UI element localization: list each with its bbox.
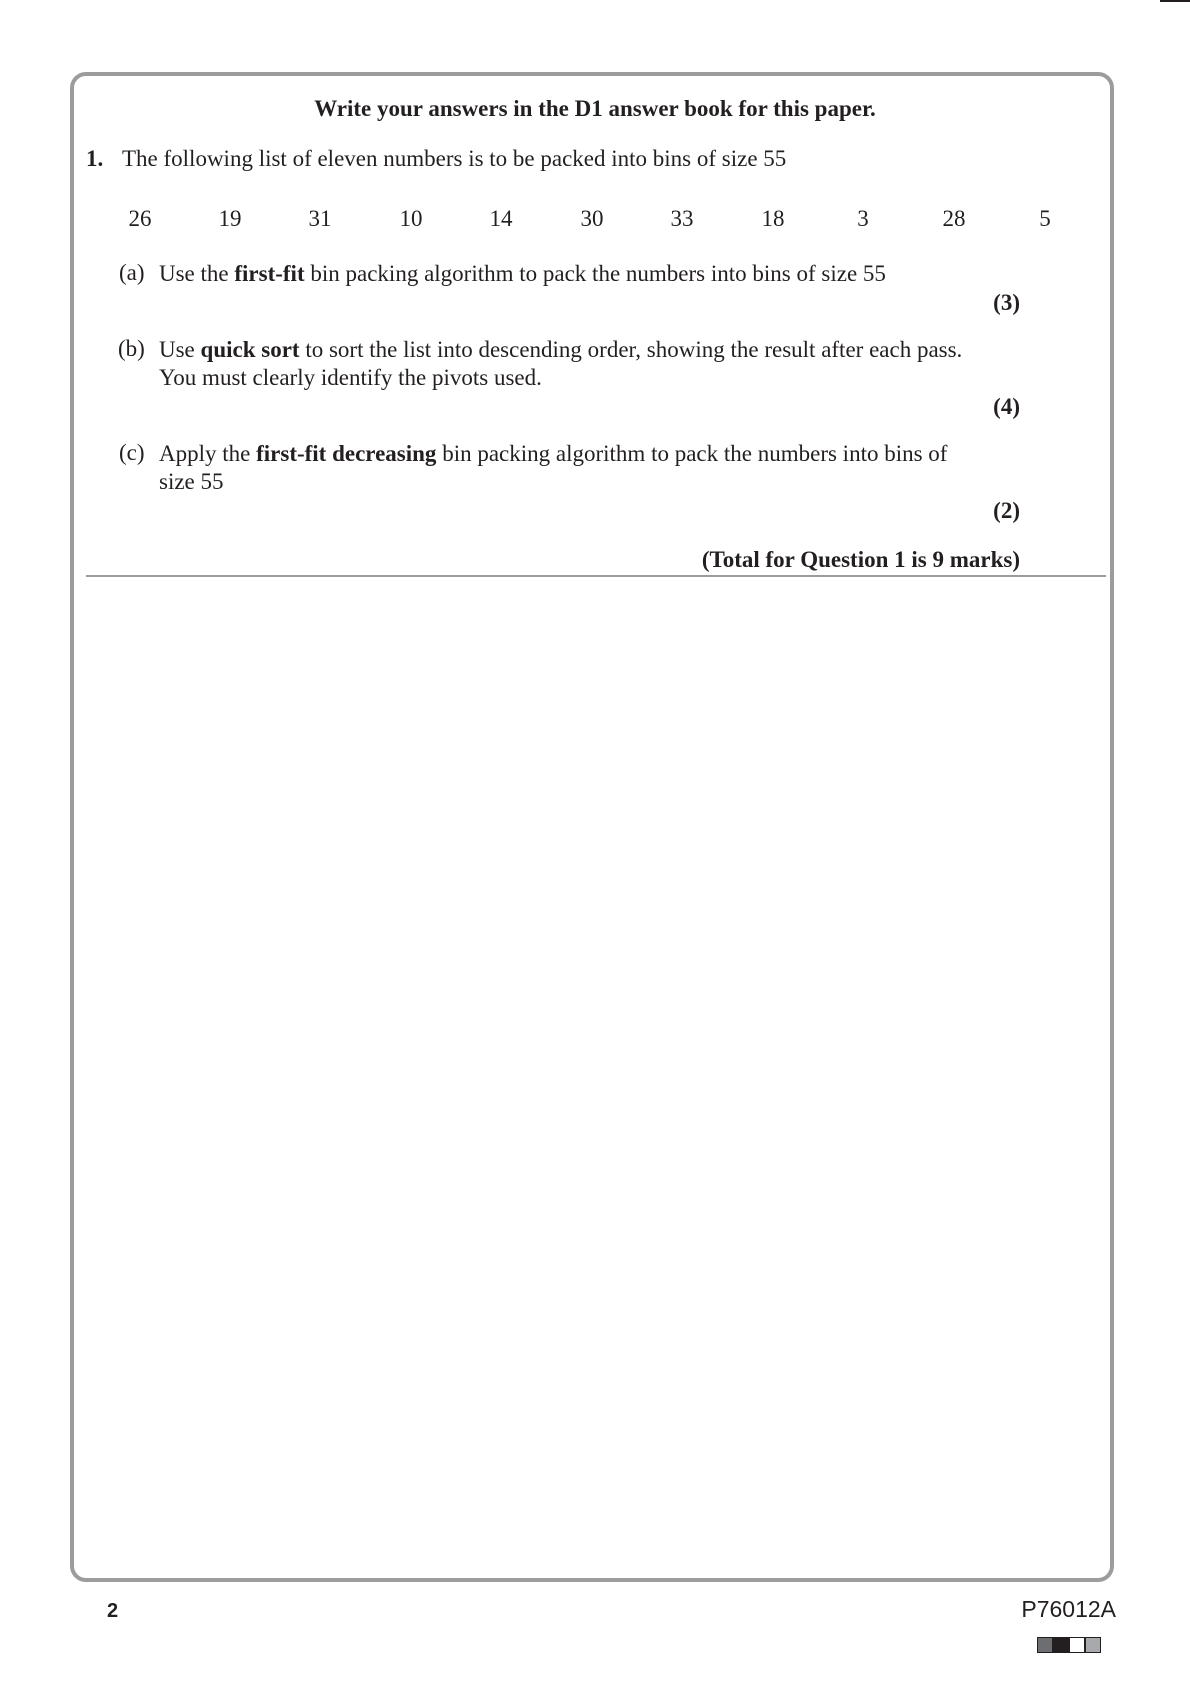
answer-book-instruction: Write your answers in the D1 answer book for this paper. xyxy=(314,96,876,121)
barcode-box xyxy=(1053,1637,1069,1653)
part-a-label: (a) xyxy=(119,260,145,285)
barcode-box xyxy=(1085,1637,1101,1653)
barcode-box xyxy=(1037,1637,1053,1653)
barcode-box xyxy=(1069,1637,1085,1653)
list-number: 31 xyxy=(308,206,332,231)
list-number: 30 xyxy=(580,206,604,231)
list-number: 18 xyxy=(761,206,785,231)
part-b-text: Use quick sort to sort the list into descending order, showing the result after each pass. You must clearly identify the pivots used. xyxy=(159,337,963,390)
list-number: 26 xyxy=(128,206,152,231)
part-a-text: Use the first-fit bin packing algorithm to pack the numbers into bins of size 55 xyxy=(159,261,886,286)
list-number: 19 xyxy=(218,206,242,231)
list-number: 14 xyxy=(489,206,513,231)
question-divider xyxy=(86,575,1106,577)
list-number: 33 xyxy=(670,206,694,231)
question-number: 1. xyxy=(86,146,104,171)
part-c-marks: (2) xyxy=(993,498,1020,523)
page-barcode xyxy=(1037,1637,1101,1653)
page-number: 2 xyxy=(107,1600,119,1622)
part-c-label: (c) xyxy=(119,440,145,465)
question-stem: The following list of eleven numbers is to be packed into bins of size 55 xyxy=(122,146,787,171)
question-total: (Total for Question 1 is 9 marks) xyxy=(701,547,1020,572)
part-a-marks: (3) xyxy=(993,290,1020,315)
list-number: 3 xyxy=(857,206,869,231)
list-number: 5 xyxy=(1039,206,1051,231)
corner-mark xyxy=(1160,0,1190,2)
question-frame xyxy=(70,72,1114,1582)
list-number: 28 xyxy=(942,206,966,231)
list-number: 10 xyxy=(399,206,423,231)
part-b-marks: (4) xyxy=(993,394,1020,419)
part-b-label: (b) xyxy=(118,336,145,361)
paper-code: P76012A xyxy=(1021,1596,1116,1622)
part-c-text: Apply the first-fit decreasing bin packing algorithm to pack the numbers into bins of size 55 xyxy=(159,441,948,494)
